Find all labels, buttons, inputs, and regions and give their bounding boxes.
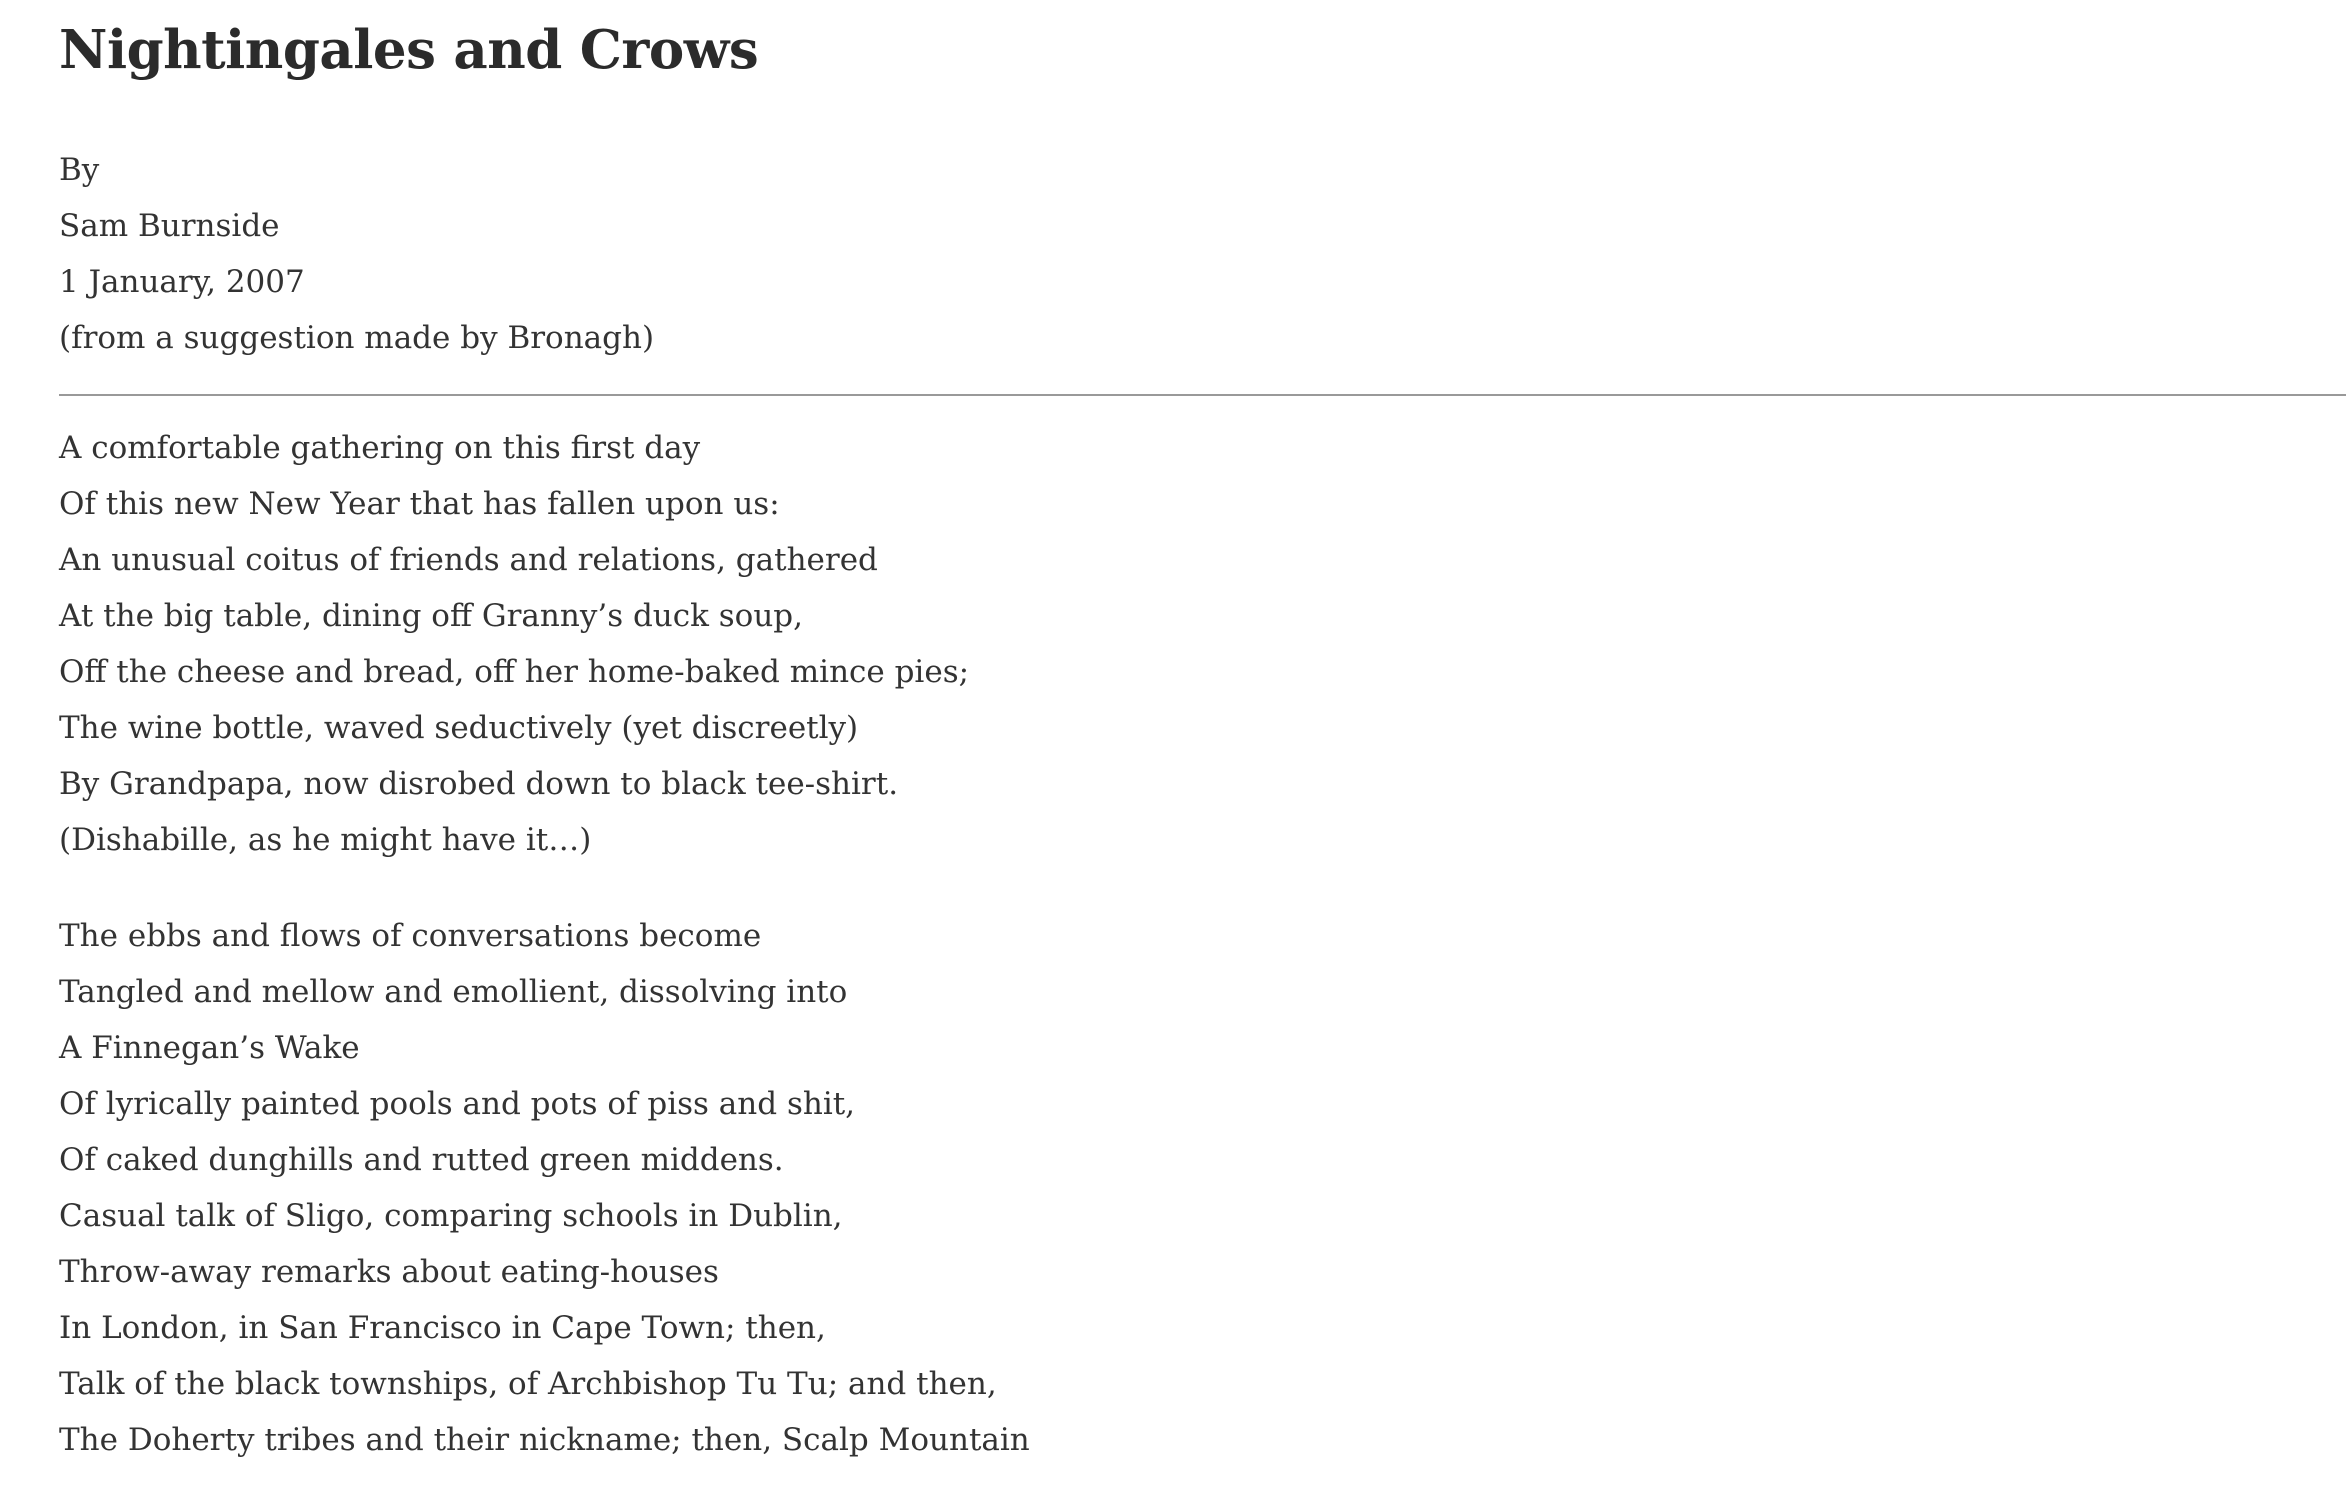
poem-line: A comfortable gathering on this first day xyxy=(59,430,701,466)
poem-line: Of lyrically painted pools and pots of piss and shit, xyxy=(59,1086,856,1122)
poem-line: By Grandpapa, now disrobed down to black tee-shirt. xyxy=(59,766,899,802)
poem-title: Nightingales and Crows xyxy=(59,19,759,81)
poem-line: Talk of the black townships, of Archbishop Tu Tu; and then, xyxy=(59,1366,997,1402)
poem-line: A Finnegan’s Wake xyxy=(59,1030,360,1066)
poem-line: Of caked dunghills and rutted green middens. xyxy=(59,1142,784,1178)
publish-date: 1 January, 2007 xyxy=(59,264,305,300)
poem-line: (Dishabille, as he might have it…) xyxy=(59,822,592,858)
poem-line: The Doherty tribes and their nickname; then, Scalp Mountain xyxy=(59,1422,1030,1458)
divider xyxy=(59,394,2346,396)
stanza-1 xyxy=(59,420,2346,868)
poem-line: Off the cheese and bread, off her home-baked mince pies; xyxy=(59,654,970,690)
poem-line: Casual talk of Sligo, comparing schools in Dublin, xyxy=(59,1198,843,1234)
poem-line: At the big table, dining off Granny’s duck soup, xyxy=(59,598,803,634)
poem-line: Tangled and mellow and emollient, dissolving into xyxy=(59,974,848,1010)
poem-line: Of this new New Year that has fallen upon us: xyxy=(59,486,780,522)
poem-line: The ebbs and flows of conversations become xyxy=(59,918,762,954)
poem-line: In London, in San Francisco in Cape Town; then, xyxy=(59,1310,826,1346)
poem-page xyxy=(59,0,2346,1468)
byline-by-label: By xyxy=(59,152,100,188)
byline xyxy=(59,142,2346,366)
byline-note: (from a suggestion made by Bronagh) xyxy=(59,320,655,356)
poem-line: Throw-away remarks about eating-houses xyxy=(59,1254,719,1290)
stanza-2 xyxy=(59,908,2346,1468)
poem-line: The wine bottle, waved seductively (yet discreetly) xyxy=(59,710,859,746)
author-name: Sam Burnside xyxy=(59,208,280,244)
poem-line: An unusual coitus of friends and relations, gathered xyxy=(59,542,878,578)
